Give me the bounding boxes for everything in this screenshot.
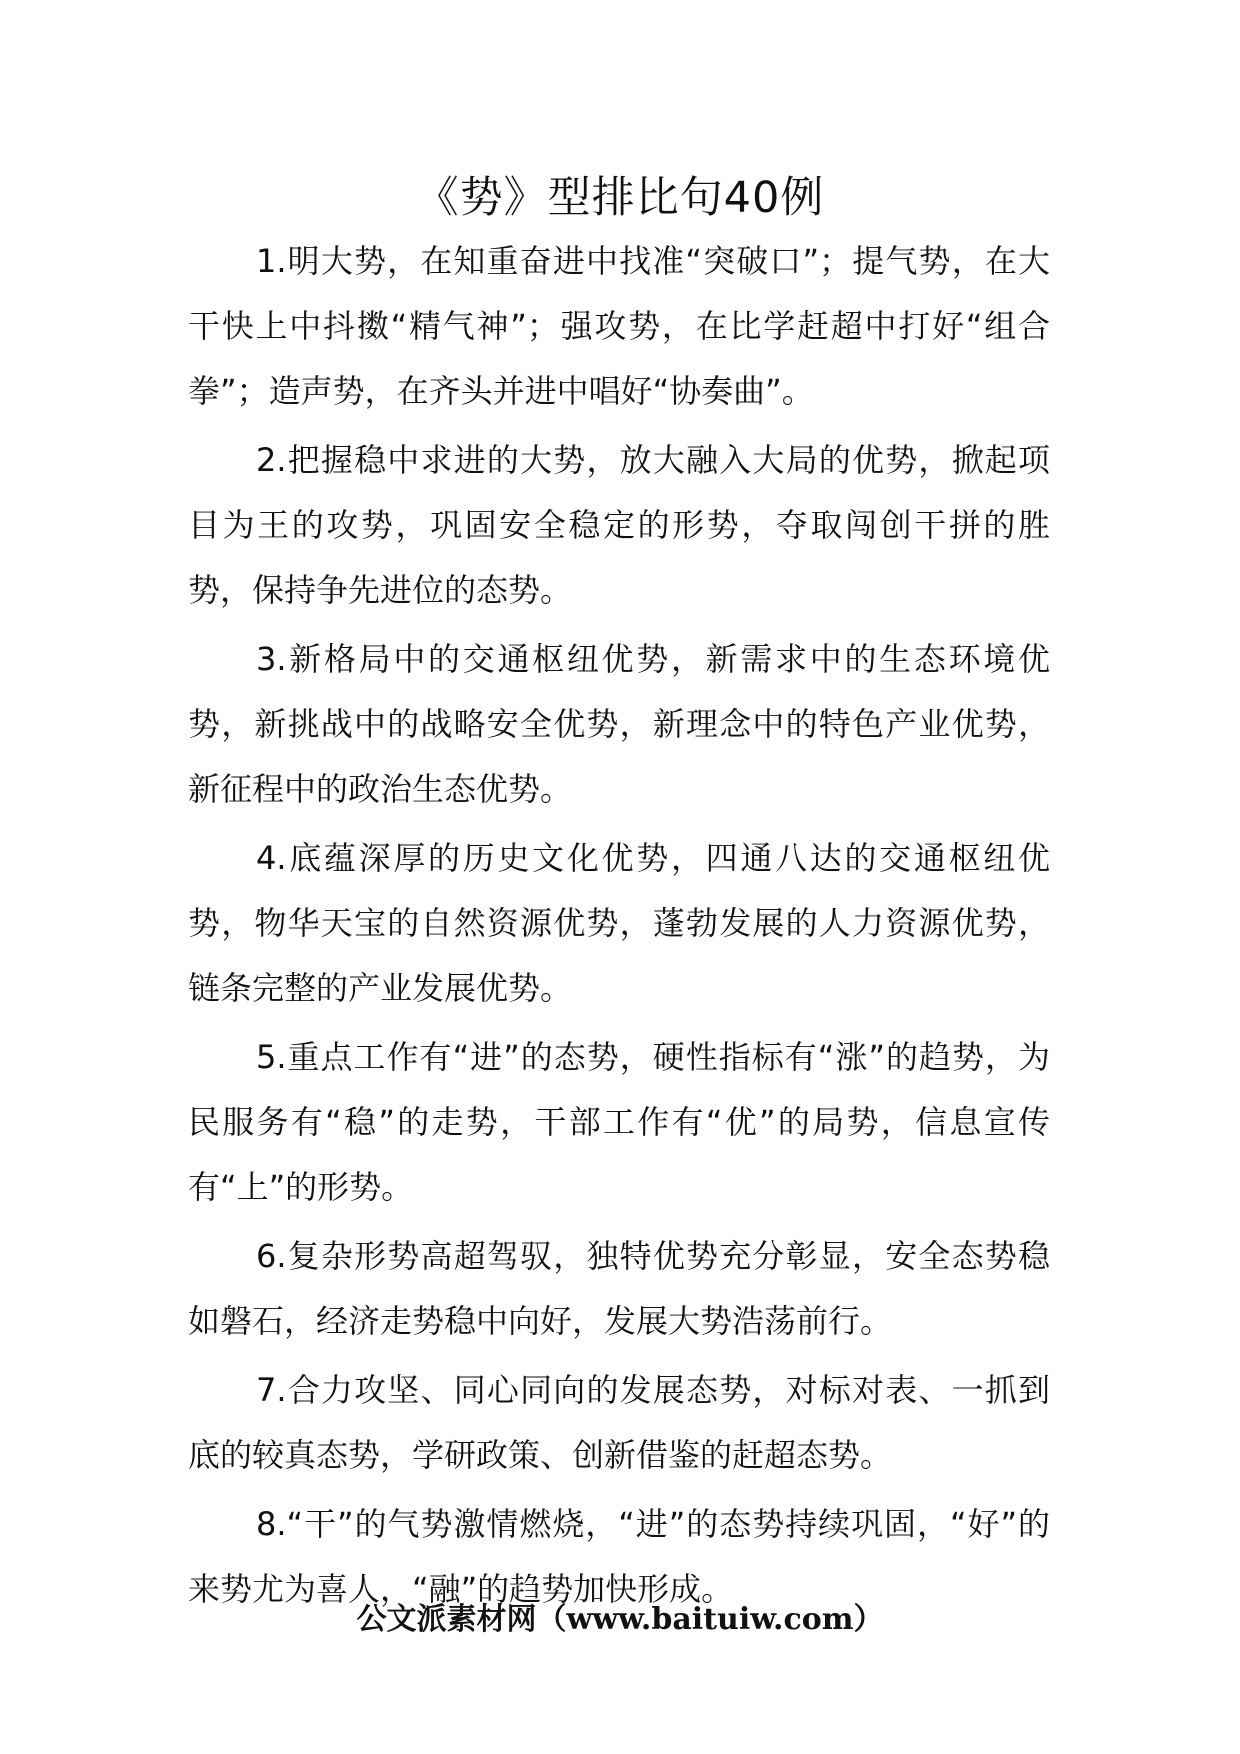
paragraph-8: 8.“干”的气势激情燃烧，“进”的态势持续巩固，“好”的来势尤为喜人，“融”的趋势加快形成。 — [188, 1505, 1050, 1608]
paragraph-5: 5.重点工作有“进”的态势，硬性指标有“涨”的趋势，为民服务有“稳”的走势，干部工作有“优”的局势，信息宣传有“上”的形势。 — [188, 1038, 1050, 1206]
footer-source: 公文派素材网（www.baituiw.com） — [356, 1602, 884, 1637]
paragraph-2: 2.把握稳中求进的大势，放大融入大局的优势，掀起项目为王的攻势，巩固安全稳定的形势，夺取闯创干拼的胜势，保持争先进位的态势。 — [188, 441, 1050, 609]
paragraph-6: 6.复杂形势高超驾驭，独特优势充分彰显，安全态势稳如磐石，经济走势稳中向好，发展大势浩荡前行。 — [188, 1237, 1050, 1340]
paragraph-7: 7.合力攻坚、同心同向的发展态势，对标对表、一抓到底的较真态势，学研政策、创新借鉴的赶超态势。 — [188, 1371, 1050, 1474]
document-body — [188, 229, 1050, 1626]
paragraph-3: 3.新格局中的交通枢纽优势，新需求中的生态环境优势，新挑战中的战略安全优势，新理念中的特色产业优势，新征程中的政治生态优势。 — [188, 640, 1050, 808]
paragraph-4: 4.底蕴深厚的历史文化优势，四通八达的交通枢纽优势，物华天宝的自然资源优势，蓬勃发展的人力资源优势，链条完整的产业发展优势。 — [188, 839, 1050, 1007]
paragraph-1: 1.明大势，在知重奋进中找准“突破口”；提气势，在大干快上中抖擞“精气神”；强攻势，在比学赶超中打好“组合拳”；造声势，在齐头并进中唱好“协奏曲”。 — [188, 242, 1050, 410]
document-title: 《势》型排比句40例 — [415, 173, 825, 223]
